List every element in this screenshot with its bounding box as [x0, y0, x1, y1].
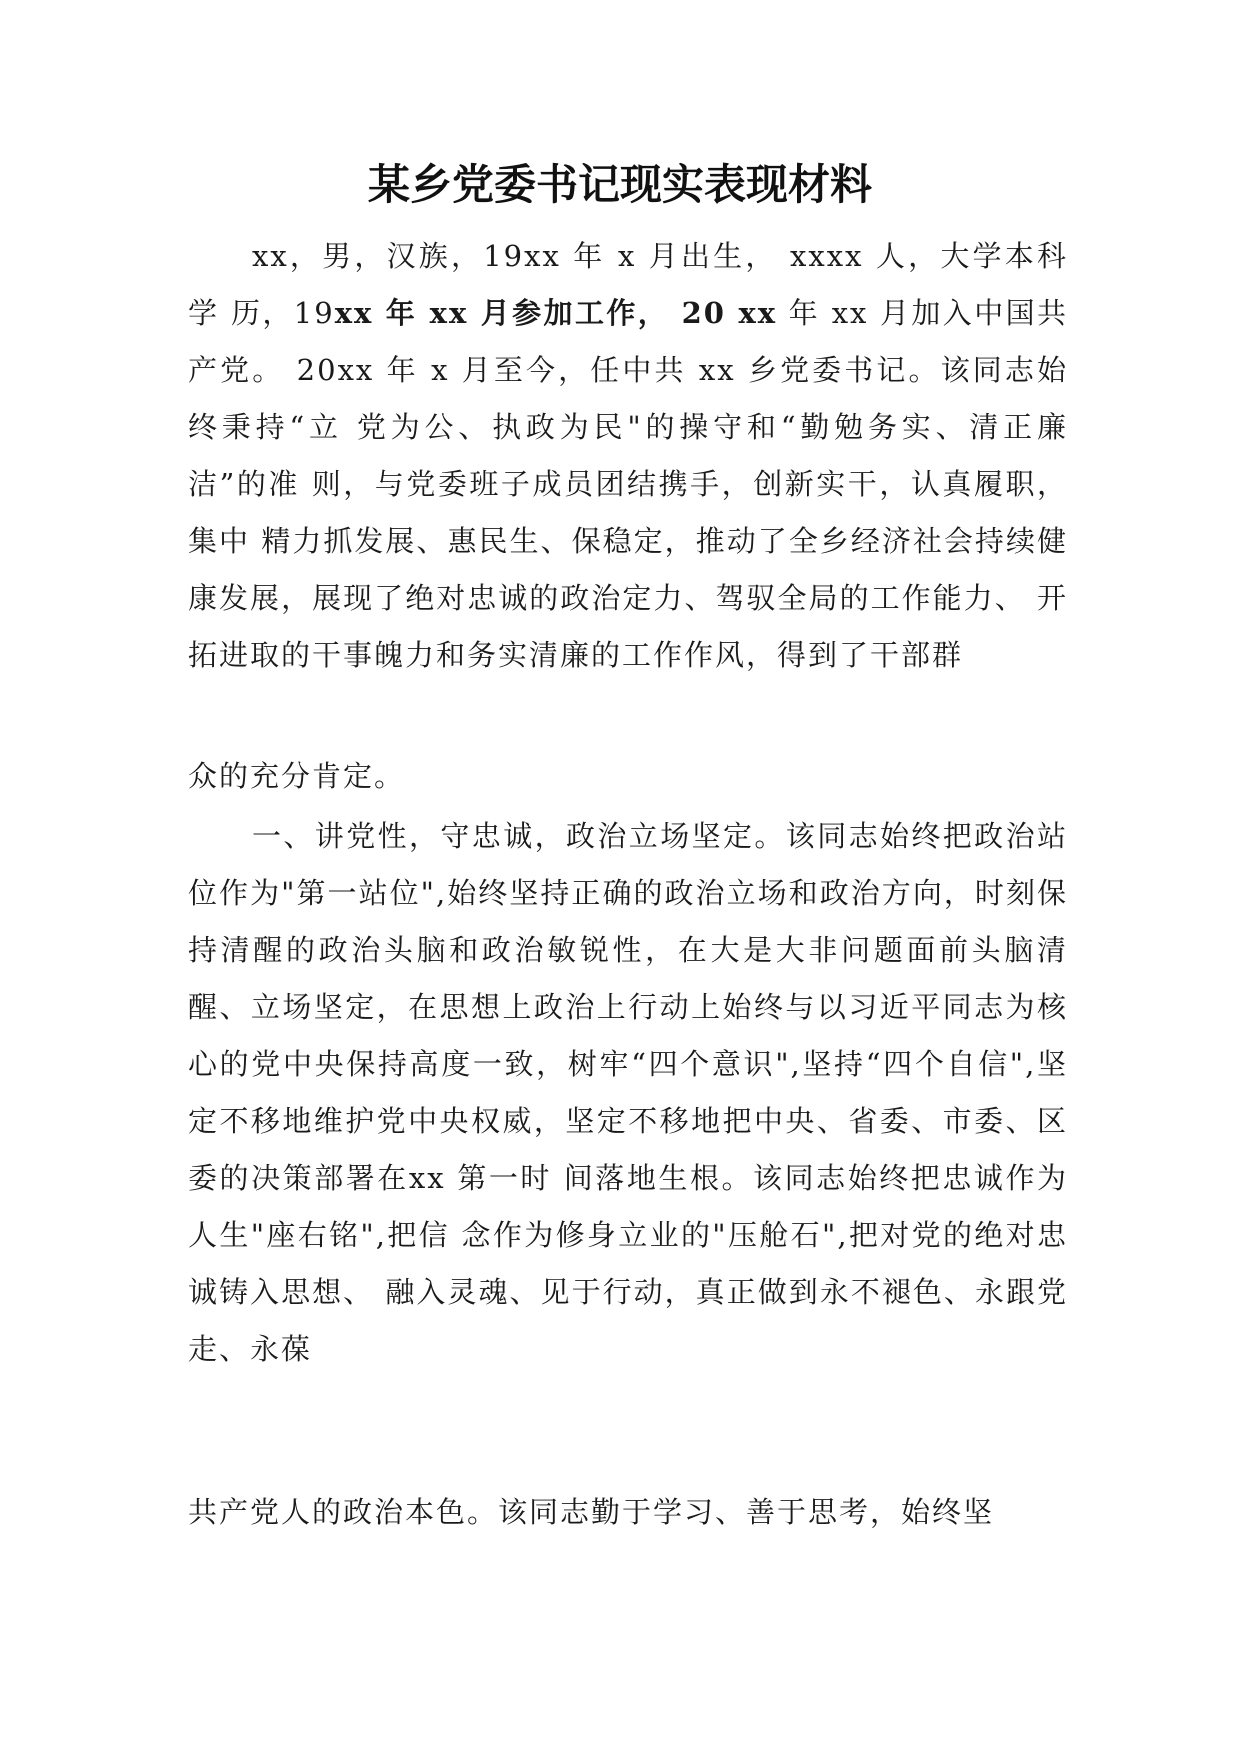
paragraph-biography-text-1: xx，男，汉族，19xx 年 x 月出生， xxxx 人，大学本科学 历，19 — [188, 239, 1068, 330]
paragraph-section-one-continuation: 共产党人的政治本色。该同志勤于学习、善于思考，始终坚 — [188, 1495, 995, 1529]
document-title: 某乡党委书记现实表现材料 — [367, 160, 872, 209]
paragraph-continuation: 众的充分肯定。 — [188, 759, 406, 793]
paragraph-section-one: 一、讲党性，守忠诚，政治立场坚定。该同志始终把政治站位作为"第一站位",始终坚持正确的政治立场和政治方向，时刻保持清醒的政治头脑和政治敏锐性，在大是大非问题面前头脑清醒、立场坚定，在思想上政治上行动上始终与以习近平同志为核心的党中央保持高度一致，树牢“四个意识",坚持“四个自信",坚定不移地维护党中央权威，坚定不移地把中央、省委、市委、区委的决策部署在xx 第一时 间落地生根。该同志始终把忠诚作为人生"座右铭",把信 念作为修身立业的"压舱石",把对党的绝对忠诚铸入思想、 融入灵魂、见于行动，真正做到永不褪色、永跟党走、永葆 — [188, 819, 1068, 1366]
paragraph-biography-text-2: 年 xx 月加入中国共产党。 20xx 年 x 月至今，任中共 xx 乡党委书记。该同志始终秉持“立 党为公、执政为民"的操守和“勤勉务实、清正廉洁”的准 则，与党委班子成员团结携手，创新实干，认真履职，集中 精力抓发展、惠民生、保稳定，推动了全乡经济社会持续健 康发展，展现了绝对忠诚的政治定力、驾驭全局的工作能力、 开拓进取的干事魄力和务实清廉的工作作风，得到了干部群 — [188, 296, 1068, 672]
paragraph-biography — [188, 228, 1068, 684]
paragraph-biography-bold-text: xx 年 xx 月参加工作， 20 xx — [334, 296, 778, 330]
